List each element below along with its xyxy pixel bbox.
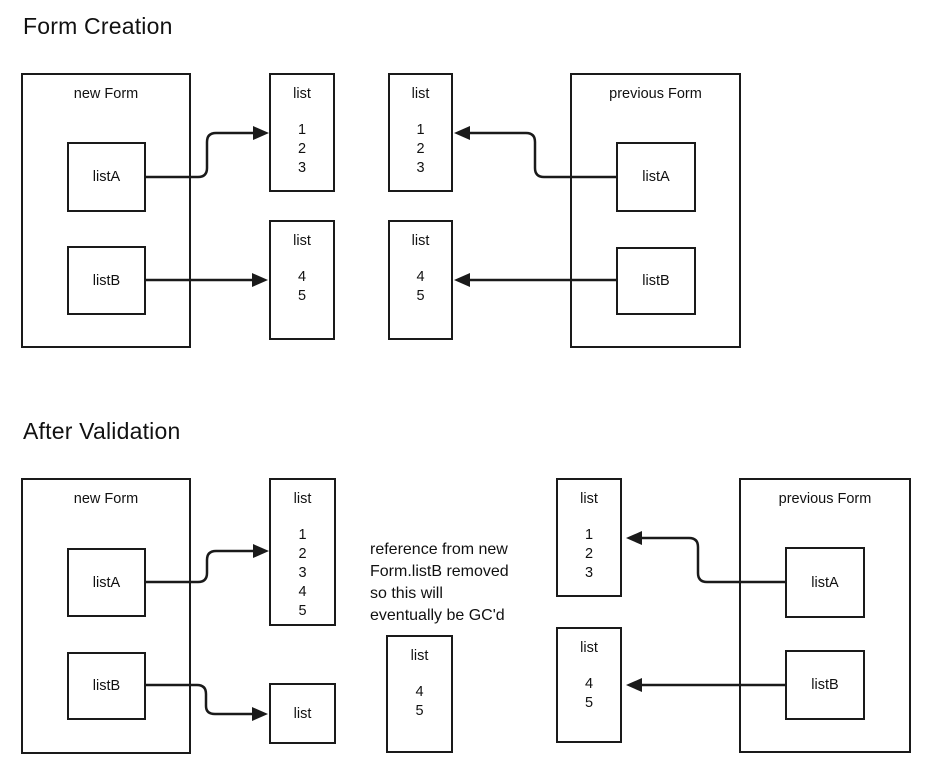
fc-list-new-a-values: 1 2 3	[297, 122, 307, 176]
section-title-form-creation: Form Creation	[23, 13, 173, 39]
fc-new-form-listb-box	[67, 246, 146, 315]
av-new-form-lista-label: listA	[92, 574, 121, 591]
fc-new-form-lista-box	[67, 142, 146, 212]
fc-previous-form-label: previous Form	[609, 86, 702, 102]
av-list-gc-label: list	[410, 648, 429, 664]
av-new-form-listb-box	[67, 652, 146, 720]
av-list-new-b-box	[269, 683, 336, 744]
av-new-form-box	[21, 478, 191, 754]
fc-list-new-a-box	[269, 73, 335, 192]
fc-previous-form-box	[570, 73, 741, 348]
fc-new-form-box	[21, 73, 191, 348]
av-previous-form-lista-box	[785, 547, 865, 618]
av-new-form-listb-label: listB	[92, 678, 121, 694]
av-list-prev-a-label: list	[580, 491, 598, 507]
fc-list-prev-a-label: list	[411, 86, 430, 102]
av-previous-form-label: previous Form	[778, 491, 872, 507]
av-list-gc-values: 4 5	[415, 684, 424, 719]
fc-new-form-lista-label: listA	[92, 169, 121, 185]
av-list-new-b-label: list	[293, 705, 312, 722]
av-previous-form-listb-box	[785, 650, 865, 720]
fc-previous-form-listb-box	[616, 247, 696, 315]
fc-list-prev-a-values: 1 2 3	[416, 122, 425, 176]
fc-list-new-a-label: list	[293, 86, 311, 102]
fc-list-prev-b-values: 4 5	[416, 269, 425, 304]
av-new-form-label: new Form	[73, 491, 139, 507]
av-list-new-a-values: 1 2 3 4 5	[298, 527, 307, 619]
fc-list-prev-a-box	[388, 73, 453, 192]
fc-new-form-listb-label: listB	[92, 272, 121, 289]
av-new-form-lista-box	[67, 548, 146, 617]
fc-previous-form-listb-label: listB	[642, 273, 670, 289]
fc-list-new-b-values: 4 5	[297, 269, 307, 304]
av-list-new-a-box	[269, 478, 336, 626]
gc-note-text: reference from new Form.listB removed so this will eventually be GC'd	[370, 541, 509, 624]
av-list-prev-b-box	[556, 627, 622, 743]
fc-previous-form-lista-box	[616, 142, 696, 212]
av-previous-form-lista-label: listA	[811, 574, 839, 591]
av-list-prev-a-values: 1 2 3	[584, 527, 594, 581]
av-list-prev-b-label: list	[580, 640, 598, 656]
av-list-prev-b-values: 4 5	[584, 676, 594, 711]
fc-list-new-b-box	[269, 220, 335, 340]
fc-list-new-b-label: list	[293, 233, 311, 249]
fc-previous-form-lista-label: listA	[642, 169, 670, 185]
fc-list-prev-b-label: list	[411, 233, 430, 249]
av-previous-form-box	[739, 478, 911, 753]
fc-new-form-label: new Form	[73, 86, 139, 102]
section-title-after-validation: After Validation	[23, 418, 181, 444]
av-previous-form-listb-label: listB	[811, 677, 839, 693]
av-list-prev-a-box	[556, 478, 622, 597]
av-list-new-a-label: list	[293, 491, 312, 507]
fc-list-prev-b-box	[388, 220, 453, 340]
av-list-gc-box	[386, 635, 453, 753]
